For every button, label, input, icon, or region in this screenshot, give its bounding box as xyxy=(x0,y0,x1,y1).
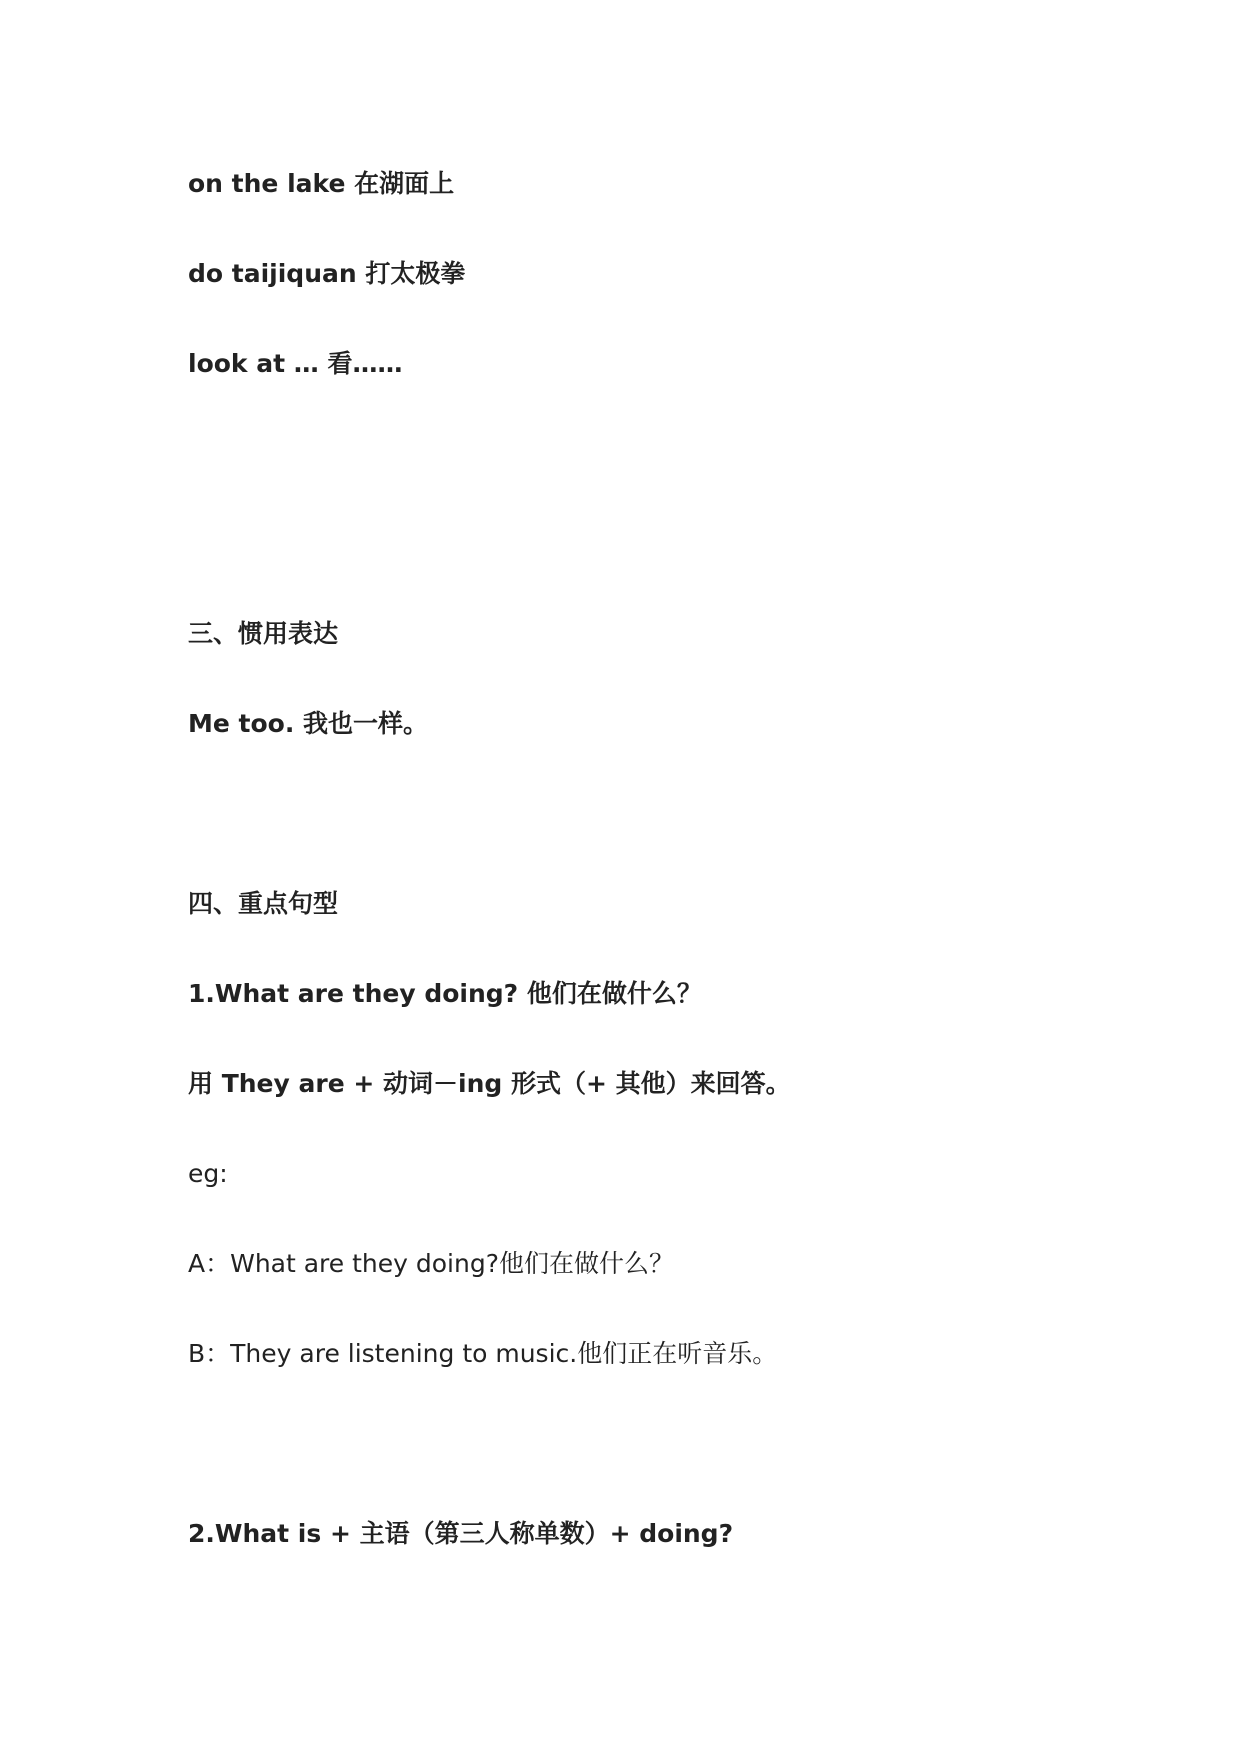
sentence-pattern-1: 1.What are they doing? 他们在做什么？ xyxy=(188,979,702,1008)
phrase-on-the-lake: on the lake 在湖面上 xyxy=(188,169,455,198)
section-3-heading: 三、惯用表达 xyxy=(188,619,339,648)
expression-me-too: Me too. 我也一样。 xyxy=(188,709,429,738)
answer-rule: 用 They are + 动词－ing 形式（+ 其他）来回答。 xyxy=(188,1069,791,1098)
phrase-do-taijiquan: do taijiquan 打太极拳 xyxy=(188,259,466,288)
section-4-heading: 四、重点句型 xyxy=(188,889,339,918)
dialog-line-b: B：They are listening to music.他们正在听音乐。 xyxy=(188,1339,778,1368)
phrase-look-at: look at … 看…… xyxy=(188,349,403,378)
dialog-line-a: A：What are they doing?他们在做什么？ xyxy=(188,1249,674,1278)
example-label: eg: xyxy=(188,1159,228,1188)
sentence-pattern-2: 2.What is + 主语（第三人称单数）+ doing? xyxy=(188,1519,734,1548)
